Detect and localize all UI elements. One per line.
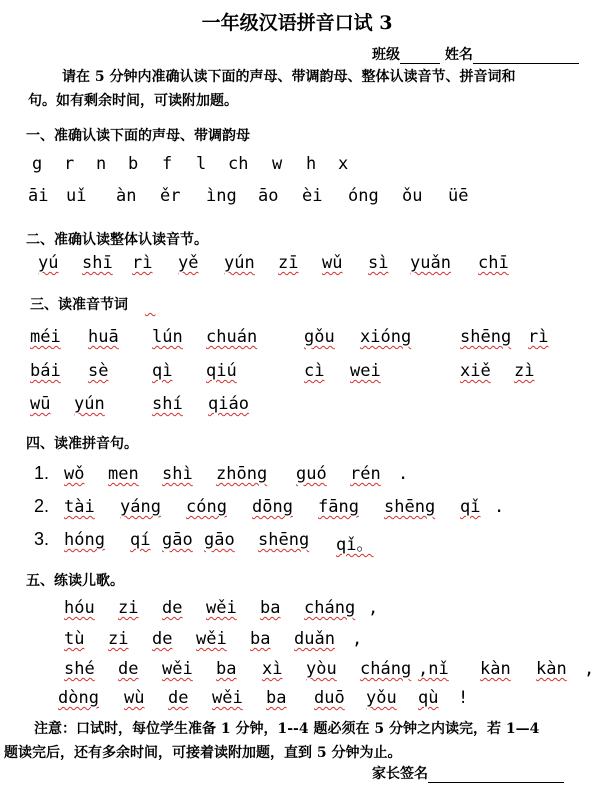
rhyme-word: xì (262, 659, 283, 679)
syllable-word: rì (528, 327, 549, 347)
syllable-word: qiú (206, 361, 237, 381)
syllable-word: shí (152, 394, 183, 414)
worksheet-title: 一年级汉语拼音口试 3 (201, 12, 393, 34)
syllable-word: cì (304, 361, 325, 381)
section4-sentence-2 (0, 497, 594, 521)
rhyme-word: wěi (212, 688, 243, 708)
rhyme-word: shé (64, 659, 95, 679)
section3-heading (30, 294, 155, 314)
name-label: 姓名 (444, 47, 473, 63)
toned-final: àn (116, 186, 137, 206)
name-blank (473, 49, 579, 64)
rhyme-word: de (152, 629, 173, 649)
class-label: 班级 (372, 47, 400, 63)
sentence-word: fāng (318, 497, 359, 517)
section5-line-4 (0, 688, 594, 712)
whole-syllable: yuǎn (410, 253, 451, 273)
rhyme-word: de (118, 659, 139, 679)
rhyme-word: kàn (536, 659, 567, 679)
syllable-word: zì (514, 361, 535, 381)
sentence-word: gāo (204, 530, 235, 550)
rhyme-word: , (584, 659, 594, 679)
section4-heading: 四、读准拼音句。 (26, 436, 138, 452)
rhyme-word: cháng (360, 659, 412, 679)
whole-syllable: sì (368, 253, 389, 273)
sentence-word: shēng (384, 497, 436, 517)
sentence-word: qǐ。 (336, 535, 374, 555)
syllable-word: sè (88, 361, 109, 381)
rhyme-word: yòu (306, 659, 337, 679)
sentence-number: 3. (34, 529, 50, 549)
toned-final: ěr (160, 186, 181, 206)
initial-consonant: l (196, 154, 207, 174)
note-line-1: 注意：口试时，每位学生准备 1 分钟，1--4 题必须在 5 分钟之内读完，若 1—4 (34, 721, 540, 737)
rhyme-word: ba (266, 688, 287, 708)
initial-consonant: x (338, 154, 349, 174)
sentence-word: guó (296, 464, 327, 484)
parent-signature-blank (428, 768, 564, 783)
toned-final: uǐ (66, 186, 87, 206)
rhyme-word: , (352, 629, 363, 649)
sentence-word: zhōng (216, 464, 268, 484)
toned-final: ìng (206, 186, 237, 206)
section1-initials-row (0, 154, 594, 178)
section1-finals-row (0, 186, 594, 210)
section3-row-1 (0, 327, 594, 351)
note-line-2: 题读完后，还有多余时间，可接着读附加题，直到 5 分钟为止。 (4, 745, 402, 761)
sentence-word: qǐ (460, 497, 481, 517)
syllable-word: bái (30, 361, 61, 381)
rhyme-word: , (368, 598, 379, 618)
sentence-word: . (494, 497, 505, 517)
whole-syllable: chī (478, 253, 509, 273)
sentence-word: qí (130, 530, 151, 550)
section2-syllables-row (0, 253, 594, 277)
section5-heading: 五、练读儿歌。 (26, 573, 124, 589)
toned-final: ǒu (402, 186, 423, 206)
instruction-line-1: 请在 5 分钟内准确认读下面的声母、带调韵母、整体认读音节、拼音词和 (62, 69, 516, 85)
section4-sentence-3 (0, 530, 594, 554)
syllable-word: qì (152, 361, 173, 381)
rhyme-word: wěi (196, 629, 227, 649)
rhyme-word: de (168, 688, 189, 708)
rhyme-word: cháng (304, 598, 356, 618)
class-blank (400, 49, 440, 64)
parent-signature-label: 家长签名 (372, 766, 428, 782)
syllable-word: yún (74, 394, 105, 414)
syllable-word: lún (152, 327, 183, 347)
sentence-word: yáng (120, 497, 161, 517)
initial-consonant: n (96, 154, 107, 174)
toned-final: āi (28, 186, 49, 206)
syllable-word: chuán (206, 327, 258, 347)
section3-heading-text: 三、读准音节词 (30, 297, 128, 313)
rhyme-word: tù (64, 629, 85, 649)
rhyme-word: wěi (162, 659, 193, 679)
sentence-word: dōng (252, 497, 293, 517)
syllable-word: gǒu (304, 327, 335, 347)
initial-consonant: b (128, 154, 139, 174)
section5-line-1 (0, 598, 594, 622)
section2-heading: 二、准确认读整体认读音节。 (26, 232, 208, 248)
syllable-word: xióng (360, 327, 412, 347)
section5-line-3 (0, 659, 594, 683)
toned-final: üē (448, 186, 469, 206)
syllable-word: shēng (460, 327, 512, 347)
whole-syllable: yě (178, 253, 199, 273)
whole-syllable: shī (82, 253, 113, 273)
sentence-number: 1. (34, 463, 50, 483)
rhyme-word: yǒu (366, 688, 397, 708)
rhyme-word: qù (418, 688, 439, 708)
syllable-word: huā (88, 327, 119, 347)
toned-final: āo (258, 186, 279, 206)
rhyme-word: dòng (58, 688, 99, 708)
section3-row-3 (0, 394, 594, 418)
rhyme-word: duō (314, 688, 345, 708)
section1-heading: 一、准确认读下面的声母、带调韵母 (26, 128, 250, 144)
rhyme-word: zi (108, 629, 129, 649)
sentence-word: gāo (162, 530, 193, 550)
sentence-word: shì (162, 464, 193, 484)
whole-syllable: wǔ (322, 253, 343, 273)
initial-consonant: f (162, 154, 173, 174)
whole-syllable: yú (38, 253, 59, 273)
syllable-word: wei (350, 361, 381, 381)
syllable-word: méi (30, 327, 61, 347)
initial-consonant: w (272, 154, 283, 174)
rhyme-word: hóu (64, 598, 95, 618)
whole-syllable: rì (132, 253, 153, 273)
rhyme-word: ,nǐ (418, 659, 449, 679)
sentence-word: cóng (186, 497, 227, 517)
toned-final: óng (348, 186, 379, 206)
rhyme-word: ! (458, 688, 469, 708)
syllable-word: qiáo (208, 394, 249, 414)
rhyme-word: wù (124, 688, 145, 708)
rhyme-word: wěi (206, 598, 237, 618)
rhyme-word: duǎn (294, 629, 335, 649)
rhyme-word: zi (118, 598, 139, 618)
syllable-word: xiě (460, 361, 491, 381)
toned-final: èi (302, 186, 323, 206)
sentence-word: tài (64, 497, 95, 517)
section5-line-2 (0, 629, 594, 653)
initial-consonant: r (64, 154, 75, 174)
initial-consonant: h (306, 154, 317, 174)
instruction-line-2: 句。如有剩余时间，可读附加题。 (28, 93, 238, 109)
rhyme-word: kàn (480, 659, 511, 679)
whole-syllable: yún (224, 253, 255, 273)
class-name-line (372, 44, 579, 64)
syllable-word: wū (30, 394, 51, 414)
sentence-word: men (108, 464, 139, 484)
sentence-number: 2. (34, 496, 50, 516)
sentence-word: hóng (64, 530, 105, 550)
sentence-word: wǒ (64, 464, 85, 484)
rhyme-word: ba (216, 659, 237, 679)
rhyme-word: de (162, 598, 183, 618)
initial-consonant: g (32, 154, 43, 174)
sentence-word: rén (350, 464, 381, 484)
section3-row-2 (0, 361, 594, 385)
section4-sentence-1 (0, 464, 594, 488)
parent-signature (372, 763, 564, 783)
sentence-word: shēng (258, 530, 310, 550)
section3-heading-marks (145, 297, 156, 313)
whole-syllable: zī (278, 253, 299, 273)
initial-consonant: ch (228, 154, 249, 174)
sentence-word: . (398, 464, 409, 484)
rhyme-word: ba (250, 629, 271, 649)
rhyme-word: ba (260, 598, 281, 618)
